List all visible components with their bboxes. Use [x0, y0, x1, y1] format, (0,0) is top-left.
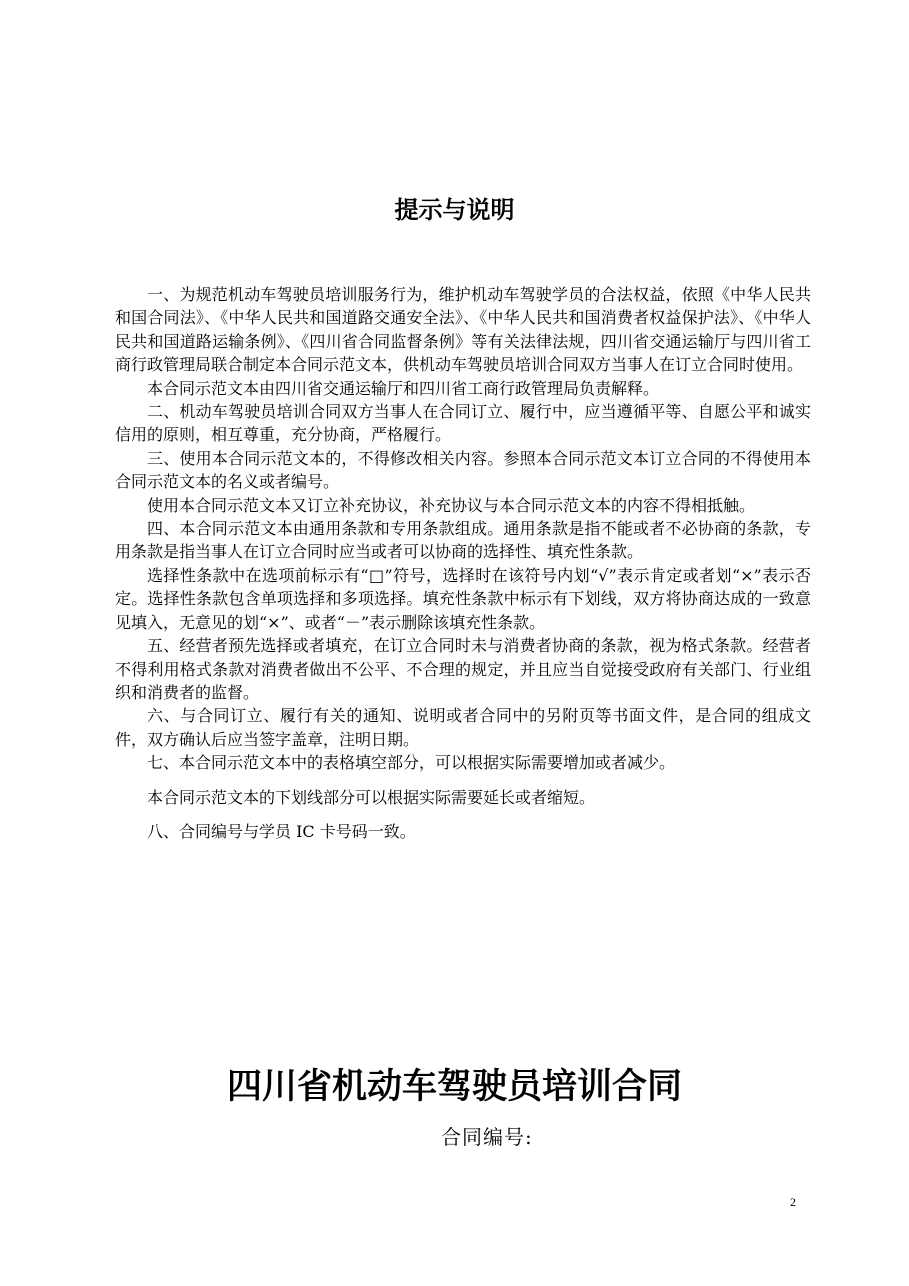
notes-paragraph-5: 使用本合同示范文本又订立补充协议，补充协议与本合同示范文本的内容不得相抵触。: [147, 495, 756, 515]
notes-paragraph-10: 七、本合同示范文本中的表格填空部分，可以根据实际需要增加或者减少。: [147, 753, 676, 773]
notes-paragraph-9: 六、与合同订立、履行有关的通知、说明或者合同中的另附页等书面文件，是合同的组成文件，双方确认后应当签字盖章，注明日期。: [115, 706, 811, 749]
contract-title: 四川省机动车驾驶员培训合同: [226, 1067, 682, 1107]
notes-paragraph-4: 三、使用本合同示范文本的，不得修改相关内容。参照本合同示范文本订立合同的不得使用本合同示范文本的名义或者编号。: [115, 448, 811, 492]
notes-paragraph-7: 选择性条款中在选项前标示有“□”符号，选择时在该符号内划“√”表示肯定或者划“×”表示否定。选择性条款包含单项选择和多项选择。填充性条款中标示有下划线，双方将协商达成的一致意见填入，无意见的划“×”、或者“－”表示删除该填充性条款。: [115, 565, 811, 632]
notes-paragraph-11: 本合同示范文本的下划线部分可以根据实际需要延长或者缩短。: [147, 787, 596, 807]
notes-paragraph-8: 五、经营者预先选择或者填充，在订立合同时未与消费者协商的条款，视为格式条款。经营者不得利用格式条款对消费者做出不公平、不合理的规定，并且应当自觉接受政府有关部门、行业组织和消费者的监督。: [115, 636, 811, 702]
notes-paragraph-6: 四、本合同示范文本由通用条款和专用条款组成。通用条款是指不能或者不必协商的条款，专用条款是指当事人在订立合同时应当或者可以协商的选择性、填充性条款。: [115, 519, 811, 562]
notes-title: 提示与说明: [394, 196, 515, 224]
notes-paragraph-2: 本合同示范文本由四川省交通运输厅和四川省工商行政管理局负责解释。: [147, 378, 660, 398]
notes-body: [115, 283, 811, 843]
notes-paragraph-1: 一、为规范机动车驾驶员培训服务行为，维护机动车驾驶学员的合法权益，依照《中华人民共和国合同法》、《中华人民共和国道路交通安全法》、《中华人民共和国消费者权益保护法》、《中华人民共和国道路运输条例》、《四川省合同监督条例》等有关法律法规，四川省交通运输厅与四川省工商行政管理局联合制定本合同示范文本，供机动车驾驶员培训合同双方当事人在订立合同时使用。: [115, 285, 811, 375]
notes-paragraph-3: 二、机动车驾驶员培训合同双方当事人在合同订立、履行中，应当遵循平等、自愿公平和诚实信用的原则，相互尊重，充分协商，严格履行。: [115, 402, 811, 445]
notes-paragraph-12: 八、合同编号与学员 IC 卡号码一致。: [147, 821, 416, 841]
contract-number-label: 合同编号:: [441, 1125, 533, 1149]
page-number: 2: [790, 1195, 796, 1209]
